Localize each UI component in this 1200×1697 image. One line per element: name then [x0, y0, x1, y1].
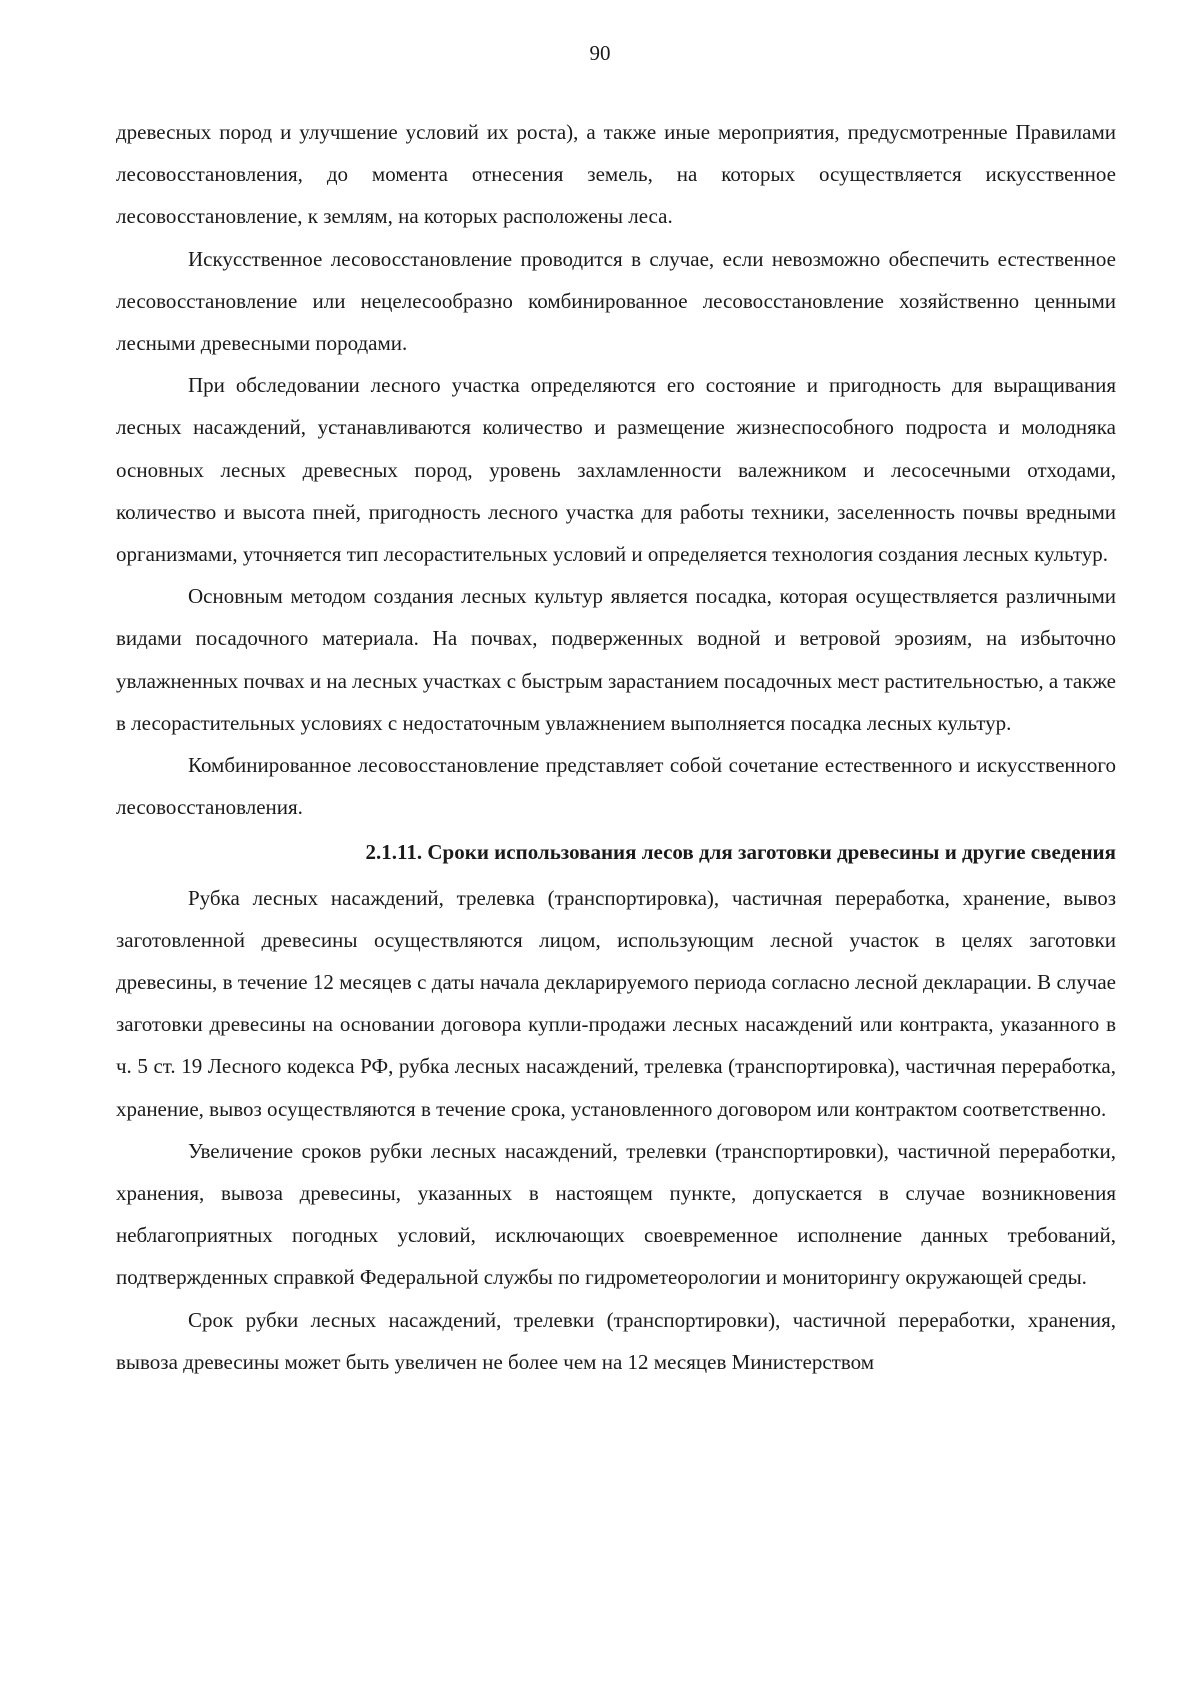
paragraph-term-extension: Увеличение сроков рубки лесных насаждений, трелевки (транспортировки), частичной переработки, хранения, вывоза древесины, указанных в настоящем пункте, допускается в случае возникновения неблагоприятных погодных условий, исключающих своевременное исполнение данных требований, подтвержденных справкой Федеральной службы по гидрометеорологии и мониторингу окружающей среды. [116, 1138, 1116, 1290]
paragraph-continuation: древесных пород и улучшение условий их роста), а также иные мероприятия, предусмотренные Правилами лесовосстановления, до момента отнесения земель, на которых осуществляется искусственное лесовосстановление, к землям, на которых расположены леса. [116, 120, 1116, 229]
paragraph-logging-terms: Рубка лесных насаждений, трелевка (транспортировка), частичная переработка, хранение, вывоз заготовленной древесины осуществляются лицом, использующим лесной участок в целях заготовки древесины, в течение 12 месяцев с даты начала декларируемого периода согласно лесной декларации. В случае заготовки древесины на основании договора купли-продажи лесных насаждений или контракта, указанного в ч. 5 ст. 19 Лесного кодекса РФ, рубка лесных насаждений, трелевка (транспортировка), частичная переработка, хранение, вывоз осуществляются в течение срока, установленного договором или контрактом соответственно. [116, 885, 1116, 1121]
section-heading: 2.1.11. Сроки использования лесов для заготовки древесины и другие сведения [365, 840, 1116, 865]
paragraph-extension-limit: Срок рубки лесных насаждений, трелевки (транспортировки), частичной переработки, хранения, вывоза древесины может быть увеличен не более чем на 12 месяцев Министерством [116, 1307, 1116, 1374]
page-content [116, 111, 1116, 1383]
paragraph-site-survey: При обследовании лесного участка определяются его состояние и пригодность для выращивания лесных насаждений, устанавливаются количество и размещение жизнеспособного подроста и молодняка основных лесных древесных пород, уровень захламленности валежником и лесосечными отходами, количество и высота пней, пригодность лесного участка для работы техники, заселенность почвы вредными организмами, уточняется тип лесорастительных условий и определяется технология создания лесных культур. [116, 373, 1116, 567]
page-number: 90 [589, 41, 611, 65]
paragraph-planting-method: Основным методом создания лесных культур является посадка, которая осуществляется различными видами посадочного материала. На почвах, подверженных водной и ветровой эрозиям, на избыточно увлажненных почвах и на лесных участках с быстрым зарастанием посадочных мест растительностью, а также в лесорастительных условиях с недостаточным увлажнением выполняется посадка лесных культур. [116, 584, 1116, 735]
paragraph-combined-reforestation: Комбинированное лесовосстановление представляет собой сочетание естественного и искусственного лесовосстановления. [116, 753, 1116, 820]
paragraph-artificial-reforestation: Искусственное лесовосстановление проводится в случае, если невозможно обеспечить естественное лесовосстановление или нецелесообразно комбинированное лесовосстановление хозяйственно ценными лесными древесными породами. [116, 246, 1116, 356]
